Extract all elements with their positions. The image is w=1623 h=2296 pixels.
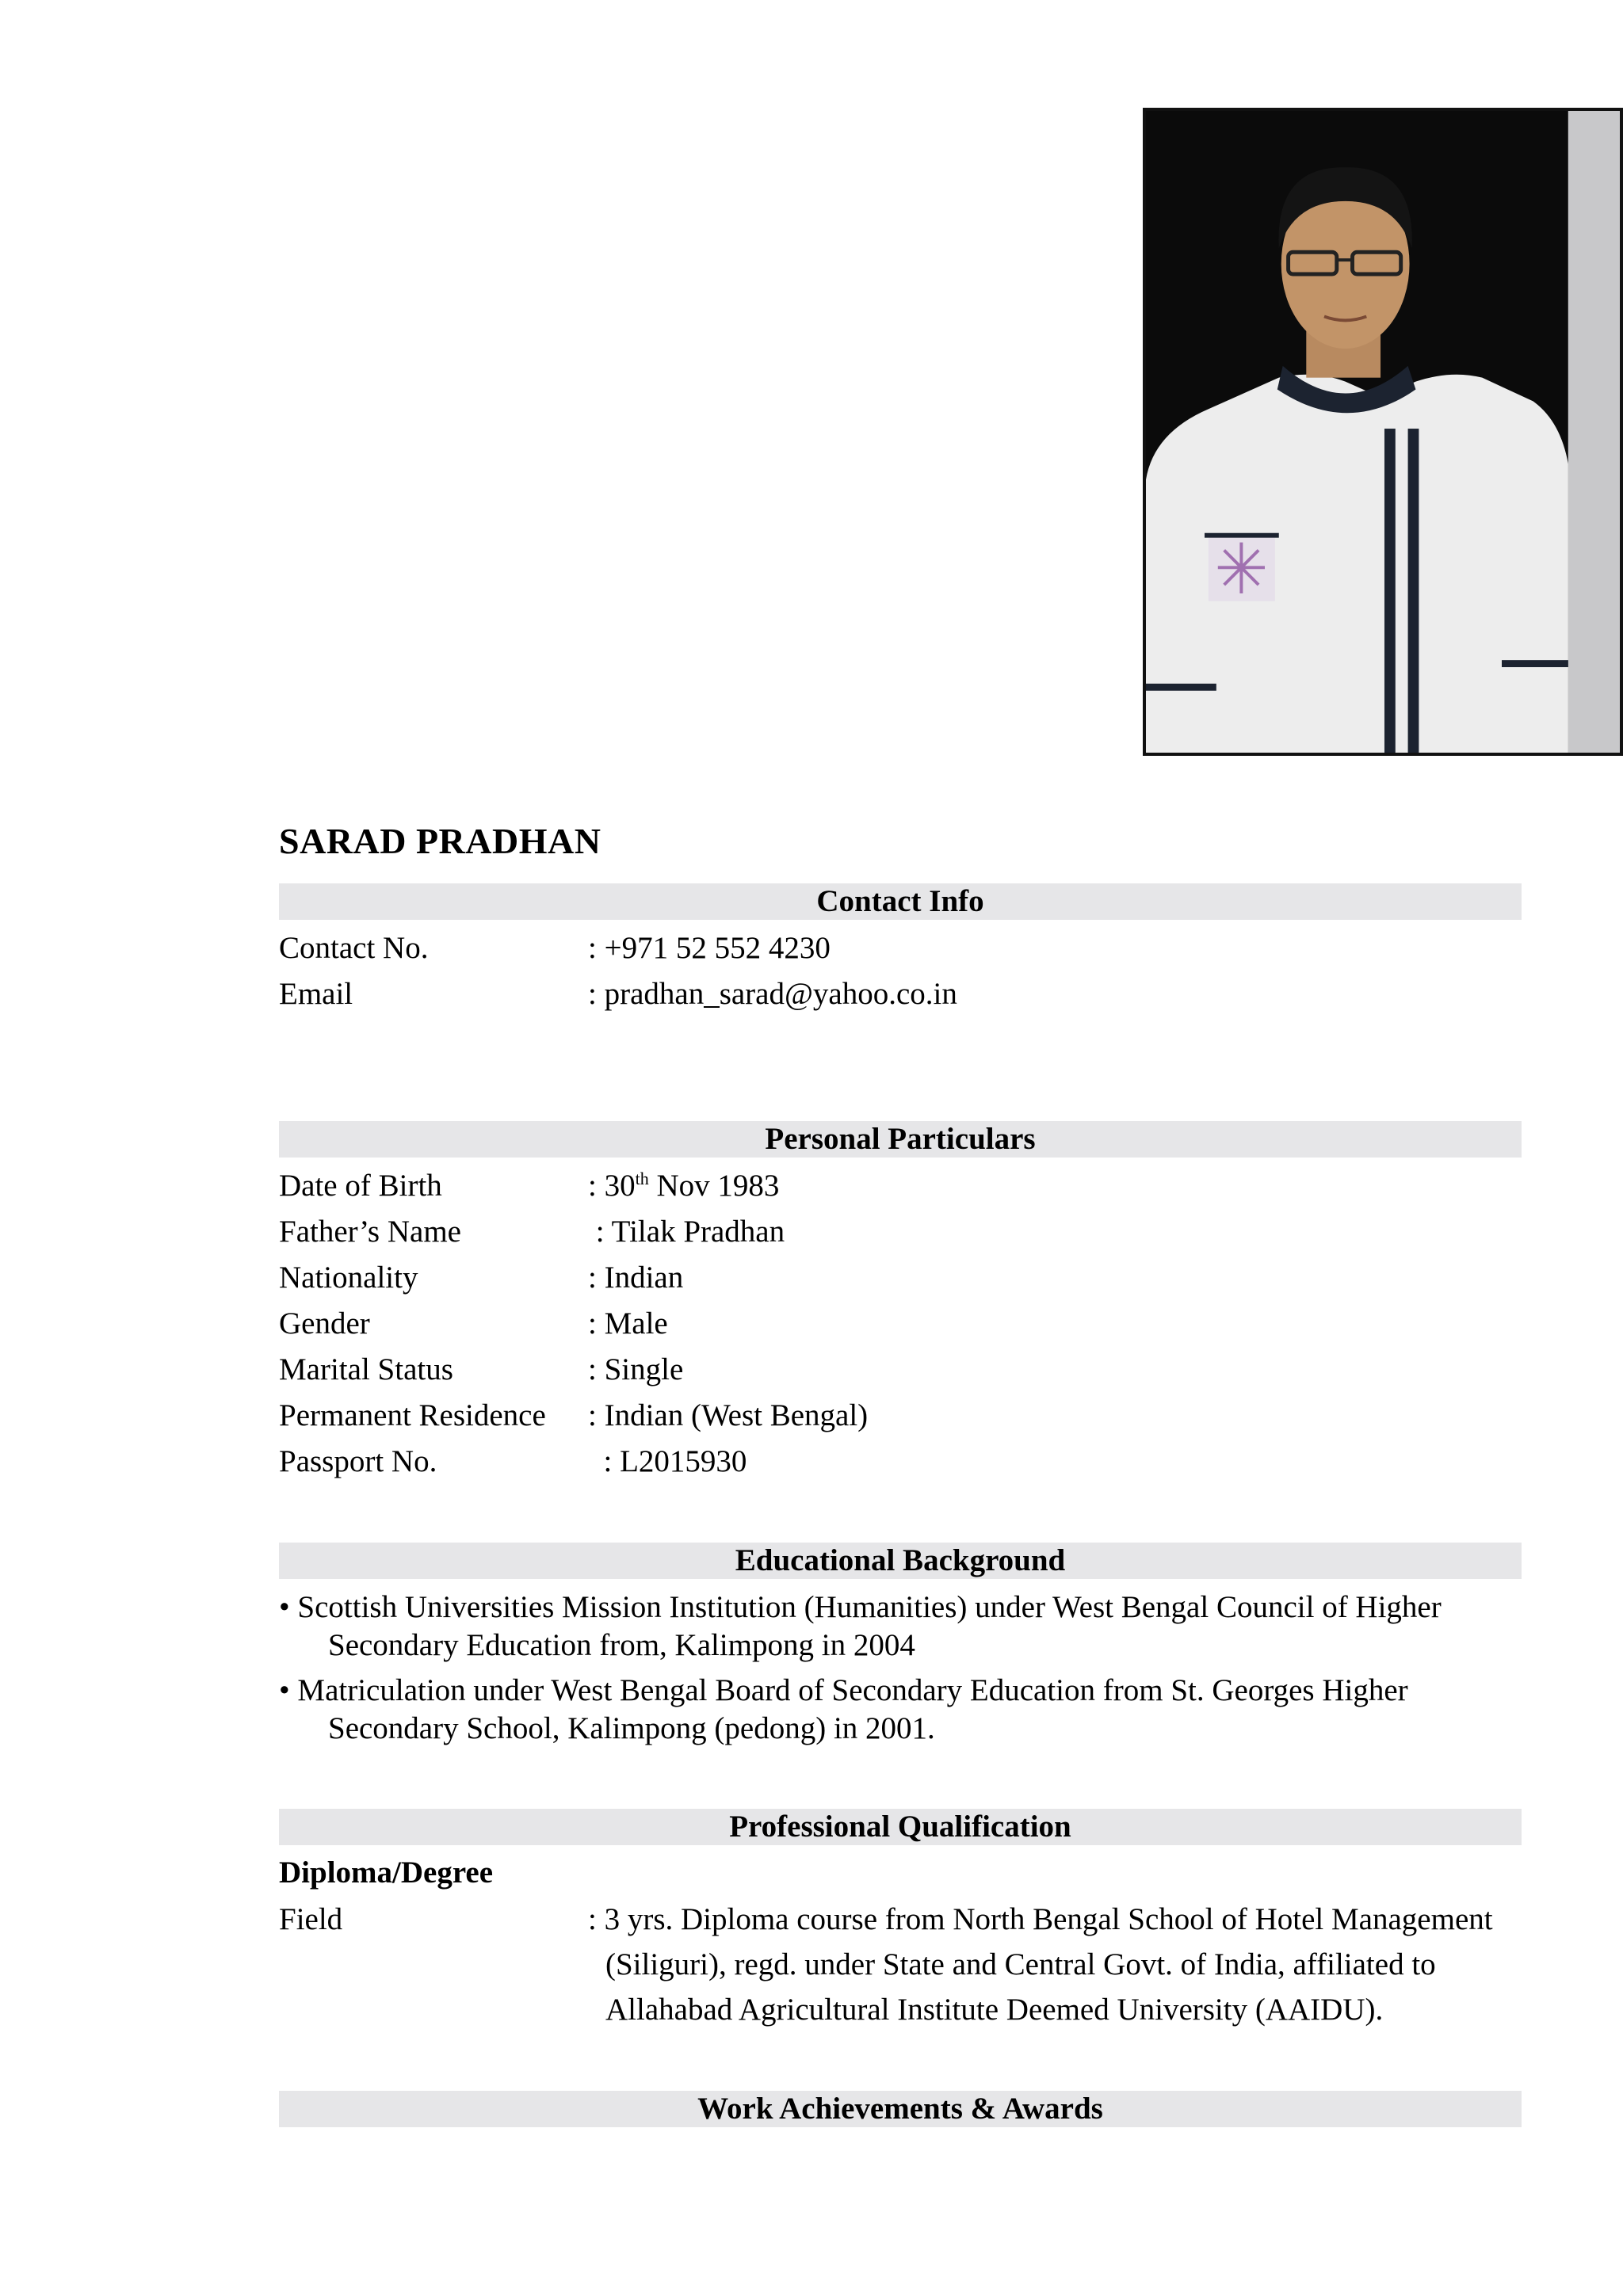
section-header-education: Educational Background <box>279 1543 1522 1579</box>
education-item <box>279 1672 1579 1748</box>
education-item-line: • Matriculation under West Bengal Board of Secondary Education from St. Georges Higher <box>279 1673 1408 1707</box>
education-item <box>279 1589 1579 1665</box>
marital-status-label: Marital Status <box>279 1352 453 1386</box>
gender-value: : Male <box>588 1306 668 1341</box>
residence-label: Permanent Residence <box>279 1398 546 1432</box>
section-header-contact: Contact Info <box>279 883 1522 920</box>
diploma-degree-heading: Diploma/Degree <box>279 1855 494 1890</box>
candidate-name: SARAD PRADHAN <box>279 821 601 861</box>
gender-label: Gender <box>279 1306 370 1341</box>
marital-status-value: : Single <box>588 1352 684 1386</box>
residence-value: : Indian (West Bengal) <box>588 1398 869 1432</box>
contact-value: : +971 52 552 4230 <box>588 931 831 965</box>
contact-label: Contact No. <box>279 931 429 965</box>
dob-label: Date of Birth <box>279 1169 442 1203</box>
education-item-line: Secondary School, Kalimpong (pedong) in 2001. <box>328 1711 935 1745</box>
section-header-personal: Personal Particulars <box>279 1121 1522 1158</box>
passport-value: : L2015930 <box>588 1444 747 1478</box>
education-item-line: Secondary Education from, Kalimpong in 2004 <box>328 1628 915 1662</box>
profile-photo <box>1143 108 1623 756</box>
education-item-line: • Scottish Universities Mission Institution (Humanities) under West Bengal Council of Higher <box>279 1590 1442 1624</box>
father-name-label: Father’s Name <box>279 1215 461 1249</box>
dob-ordinal: th <box>635 1169 649 1188</box>
passport-label: Passport No. <box>279 1444 437 1478</box>
nationality-label: Nationality <box>279 1261 418 1295</box>
father-name-value: : Tilak Pradhan <box>588 1215 785 1249</box>
field-value <box>588 1897 1493 2032</box>
field-line: : 3 yrs. Diploma course from North Bengal School of Hotel Management <box>588 1902 1493 1936</box>
dob-value: : 30th Nov 1983 <box>588 1169 780 1203</box>
field-label: Field <box>279 1902 343 1936</box>
nationality-value: : Indian <box>588 1261 684 1295</box>
section-header-work: Work Achievements & Awards <box>279 2091 1522 2127</box>
section-header-professional: Professional Qualification <box>279 1809 1522 1845</box>
field-line: Allahabad Agricultural Institute Deemed University (AAIDU). <box>605 1993 1384 2027</box>
field-line: (Siliguri), regd. under State and Central Govt. of India, affiliated to <box>605 1947 1436 1981</box>
email-value: : pradhan_sarad@yahoo.co.in <box>588 977 957 1011</box>
email-label: Email <box>279 977 353 1011</box>
